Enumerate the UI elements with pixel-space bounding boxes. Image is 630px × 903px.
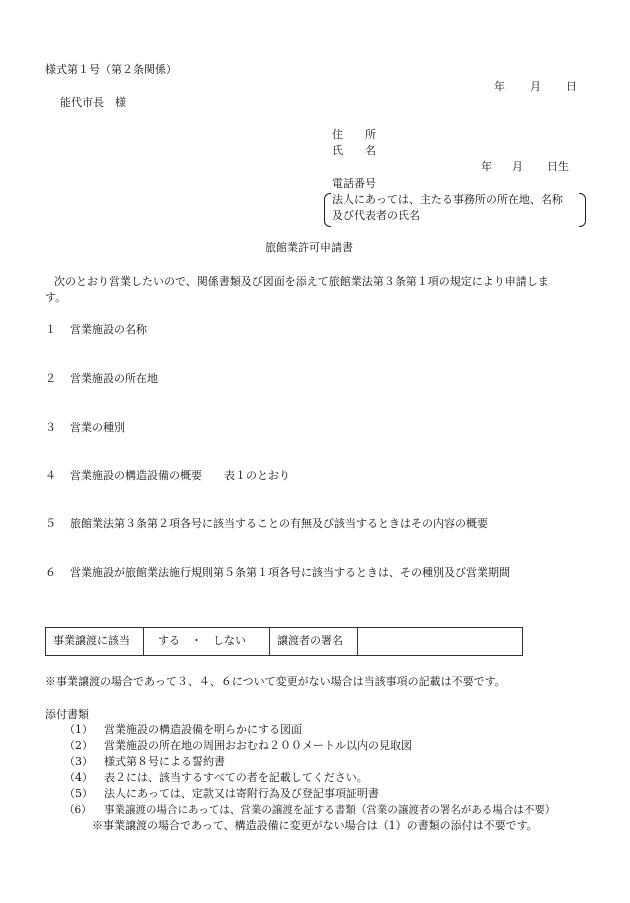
date-day-label: 日 — [566, 80, 577, 93]
attachment-number: （4） — [64, 771, 93, 784]
item-3 — [45, 421, 125, 436]
item-5 — [45, 517, 488, 532]
corporation-note — [328, 191, 582, 227]
signature-label-cell — [270, 628, 358, 655]
attachment-4 — [64, 771, 368, 786]
phone-label: 電話番号 — [332, 177, 376, 190]
attachment-text: 表２には、該当するすべての者を記載してください。 — [104, 771, 368, 784]
item-2 — [45, 372, 158, 387]
attachment-number: （6） — [64, 804, 92, 816]
signature-field[interactable] — [358, 628, 522, 655]
attachment-text: 営業施設の所在地の周囲おおむね２００メートル以内の見取図 — [104, 739, 412, 752]
birth-day-label: 日生 — [547, 160, 569, 173]
intro-line-1: 次のとおり営業したいので、関係書類及び図面を添えて旅館業法第３条第１項の規定により申請しま — [54, 275, 549, 288]
right-bracket — [579, 193, 586, 227]
item-number: ６ — [45, 566, 56, 579]
left-bracket — [324, 193, 331, 227]
item-number: ５ — [45, 517, 56, 530]
corp-note-line-2: 及び代表者の氏名 — [332, 209, 420, 222]
attachment-text: 様式第８号による誓約書 — [104, 755, 225, 768]
name-label: 氏 名 — [332, 144, 376, 157]
item-6 — [45, 566, 510, 581]
item-number: １ — [45, 323, 56, 336]
item-number: ２ — [45, 372, 56, 385]
attachment-1 — [64, 723, 302, 738]
item-text: 営業の種別 — [70, 421, 125, 434]
attachment-number: （2） — [64, 739, 93, 752]
item-4 — [45, 469, 290, 484]
item-text: 営業施設が旅館業法施行規則第５条第１項各号に該当するときは、その種別及び営業期間 — [70, 566, 510, 579]
attachment-number: （5） — [64, 787, 93, 800]
attachments-footnote: ※事業譲渡の場合であって、構造設備に変更がない場合は（1）の書類の添付は不要です。 — [92, 819, 538, 832]
signature-label: 譲渡者の署名 — [277, 634, 343, 648]
item-1 — [45, 323, 147, 338]
date-year-label: 年 — [494, 80, 505, 93]
item-text: 営業施設の所在地 — [70, 372, 158, 385]
transfer-note: ※事業譲渡の場合であって３、４、６について変更がない場合は当該事項の記載は不要です。 — [45, 675, 506, 688]
intro-line-2: す。 — [45, 291, 67, 304]
address-label: 住 所 — [332, 128, 376, 141]
transfer-options[interactable]: する ・ しない — [158, 634, 246, 648]
form-number: 様式第１号（第２条関係） — [45, 63, 177, 76]
corp-note-line-1: 法人にあっては、主たる事務所の所在地、名称 — [332, 193, 563, 206]
transfer-label-cell — [46, 628, 144, 655]
item-text: 営業施設の名称 — [70, 323, 147, 336]
date-month-label: 月 — [530, 80, 541, 93]
transfer-label: 事業譲渡に該当 — [53, 634, 130, 648]
attachment-2 — [64, 739, 412, 754]
birth-year-label: 年 — [481, 160, 492, 173]
document-title: 旅館業許可申請書 — [265, 241, 353, 254]
attachment-number: （1） — [64, 723, 93, 736]
attachments-heading: 添付書類 — [45, 708, 89, 721]
transfer-options-cell[interactable] — [144, 628, 270, 655]
attachment-text: 事業譲渡の場合にあっては、営業の譲渡を証する書類（営業の譲渡者の署名がある場合は不要） — [104, 804, 556, 816]
attachment-text: 法人にあっては、定款又は寄附行為及び登記事項証明書 — [104, 787, 379, 800]
attachment-3 — [64, 755, 225, 770]
addressee: 能代市長 様 — [60, 96, 126, 109]
item-number: ３ — [45, 421, 56, 434]
attachment-5 — [64, 787, 379, 802]
item-text: 旅館業法第３条第２項各号に該当することの有無及び該当するときはその内容の概要 — [70, 517, 488, 530]
attachment-6 — [64, 803, 555, 817]
item-text: 営業施設の構造設備の概要 表１のとおり — [70, 469, 290, 482]
attachment-number: （3） — [64, 755, 93, 768]
item-number: ４ — [45, 469, 56, 482]
transfer-table — [45, 627, 523, 656]
attachment-text: 営業施設の構造設備を明らかにする図面 — [104, 723, 302, 736]
birth-month-label: 月 — [512, 160, 523, 173]
